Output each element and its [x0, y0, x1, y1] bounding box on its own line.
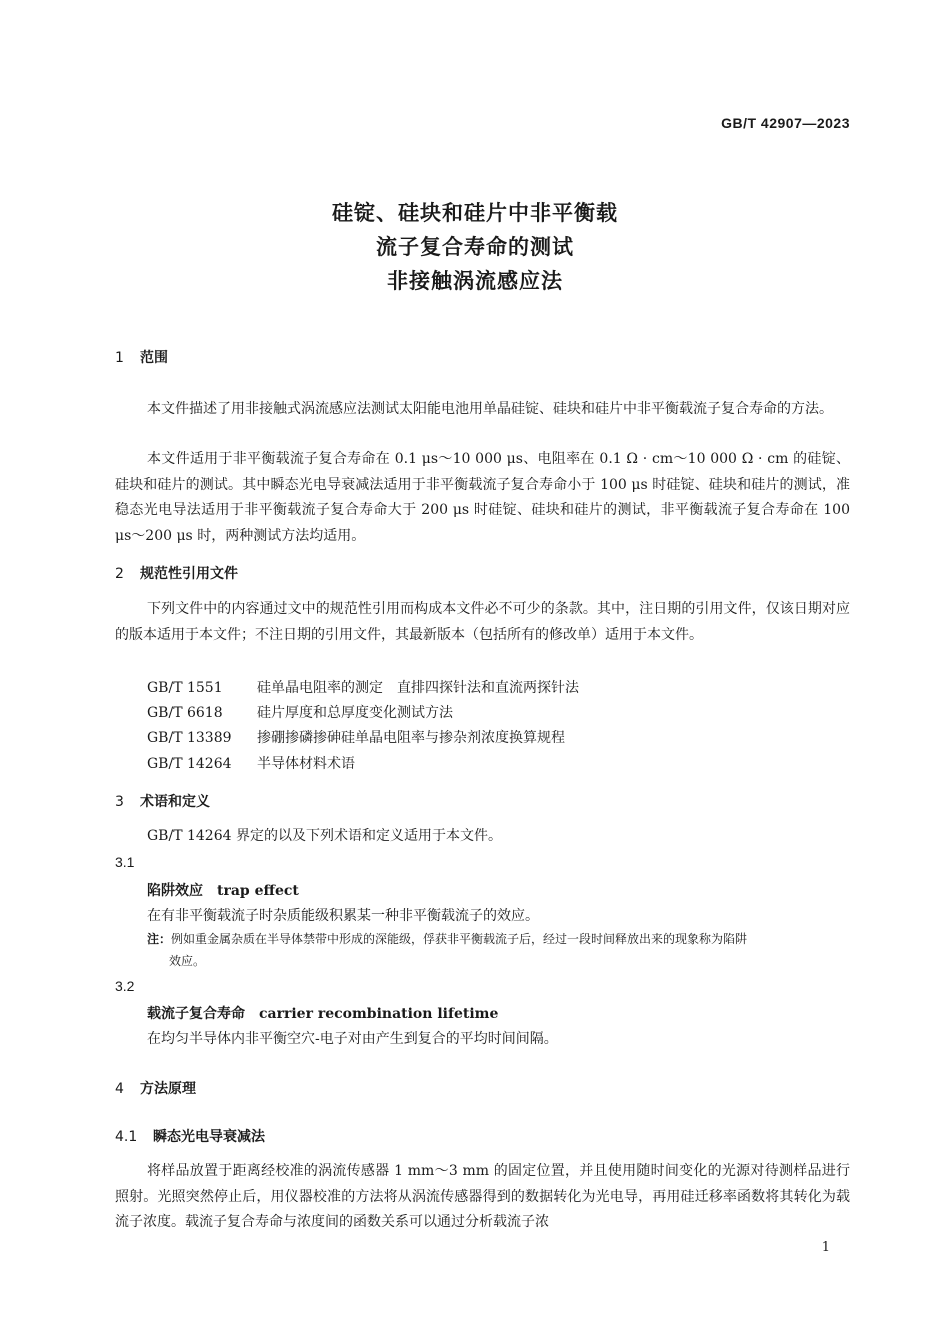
title-line-2: 流子复合寿命的测试 — [376, 235, 574, 259]
reference-code: GB/T 6618 — [147, 705, 223, 721]
section-1-heading — [115, 347, 168, 367]
section-2-heading — [115, 563, 238, 583]
section-number: 2 — [115, 566, 124, 582]
term-number: 3.2 — [115, 978, 135, 994]
section-1-paragraph-1: 本文件描述了用非接触式涡流感应法测试太阳能电池用单晶硅锭、硅块和硅片中非平衡载流子复合寿命的方法。 — [147, 401, 833, 417]
reference-title: 硅片厚度和总厚度变化测试方法 — [257, 705, 453, 721]
reference-code: GB/T 1551 — [147, 680, 223, 696]
section-number: 4 — [115, 1081, 124, 1097]
section-title: 术语和定义 — [140, 794, 210, 810]
reference-item — [147, 753, 355, 773]
reference-code: GB/T 13389 — [147, 730, 232, 746]
title-line-1: 硅锭、硅块和硅片中非平衡载 — [332, 201, 618, 225]
section-number: 3 — [115, 794, 124, 810]
reference-item — [147, 677, 579, 697]
term-chinese: 载流子复合寿命 — [147, 1006, 245, 1022]
reference-title: 掺硼掺磷掺砷硅单晶电阻率与掺杂剂浓度换算规程 — [257, 730, 565, 746]
section-3-paragraph-1: GB/T 14264 界定的以及下列术语和定义适用于本文件。 — [147, 828, 502, 844]
term-heading — [147, 880, 299, 900]
page-number: 1 — [821, 1240, 830, 1255]
note-text: 例如重金属杂质在半导体禁带中形成的深能级，俘获非平衡载流子后，经过一段时间释放出来的现象称为陷阱 — [171, 932, 748, 946]
section-number: 1 — [115, 350, 124, 366]
subsection-title: 瞬态光电导衰减法 — [153, 1129, 265, 1145]
reference-item — [147, 727, 565, 747]
standard-code: GB/T 42907—2023 — [721, 115, 850, 131]
term-english: trap effect — [217, 883, 299, 899]
section-1-paragraph-2: 本文件适用于非平衡载流子复合寿命在 0.1 μs～10 000 μs、电阻率在 0.1 Ω · cm～10 000 Ω · cm 的硅锭、硅块和硅片的测试。其中瞬态光电导衰减法适用于非平衡载流子复合寿命小于 100 μs 时硅锭、硅块和硅片的测试，准稳态光电导法适用于非平衡载流子复合寿命大于 200 μs 时硅锭、硅块和硅片的测试，非平衡载流子复合寿命在 100 μs～200 μs 时，两种测试方法均适用。 — [115, 451, 850, 544]
reference-title: 硅单晶电阻率的测定 直排四探针法和直流两探针法 — [257, 680, 579, 696]
note-label: 注： — [147, 932, 172, 946]
section-3-heading — [115, 791, 210, 811]
document-title — [0, 196, 950, 298]
section-title: 方法原理 — [140, 1081, 196, 1097]
section-title: 范围 — [140, 350, 168, 366]
subsection-number: 4.1 — [115, 1129, 138, 1145]
term-chinese: 陷阱效应 — [147, 883, 203, 899]
term-heading — [147, 1003, 498, 1023]
term-definition: 在有非平衡载流子时杂质能级积累某一种非平衡载流子的效应。 — [147, 908, 539, 924]
subsection-4-1-heading — [115, 1126, 265, 1146]
subsection-4-1-paragraph-1: 将样品放置于距离经校准的涡流传感器 1 mm～3 mm 的固定位置，并且使用随时间变化的光源对待测样品进行照射。光照突然停止后，用仪器校准的方法将从涡流传感器得到的数据转化为光电导，再用硅迁移率函数将其转化为载流子浓度。载流子复合寿命与浓度间的函数关系可以通过分析载流子浓 — [115, 1163, 850, 1230]
note-continuation: 效应。 — [169, 954, 206, 968]
reference-code: GB/T 14264 — [147, 756, 232, 772]
section-4-heading — [115, 1078, 196, 1098]
section-2-paragraph-1: 下列文件中的内容通过文中的规范性引用而构成本文件必不可少的条款。其中，注日期的引用文件，仅该日期对应的版本适用于本文件；不注日期的引用文件，其最新版本（包括所有的修改单）适用于本文件。 — [115, 601, 850, 643]
title-line-3: 非接触涡流感应法 — [387, 269, 563, 293]
term-definition: 在均匀半导体内非平衡空穴-电子对由产生到复合的平均时间间隔。 — [147, 1031, 558, 1047]
section-title: 规范性引用文件 — [140, 566, 238, 582]
reference-item — [147, 702, 453, 722]
term-number: 3.1 — [115, 854, 135, 870]
term-english: carrier recombination lifetime — [259, 1006, 499, 1022]
reference-title: 半导体材料术语 — [257, 756, 355, 772]
term-note — [147, 928, 852, 972]
